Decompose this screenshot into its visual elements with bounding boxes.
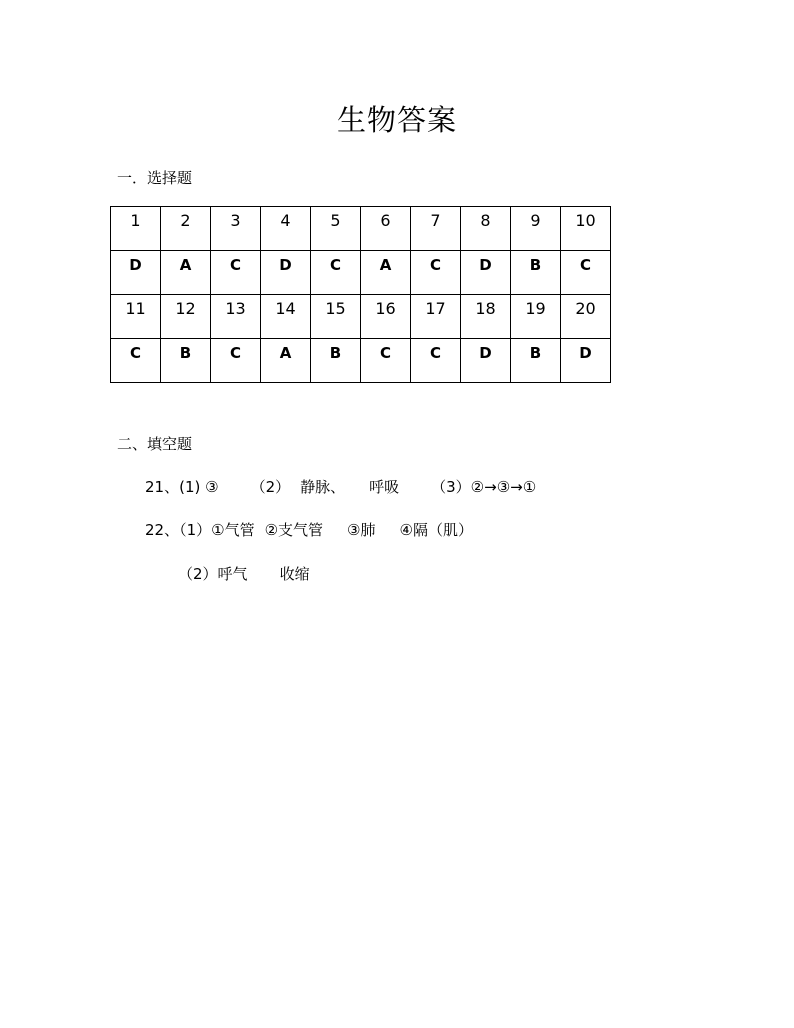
question-number-cell: 5 [311,207,361,251]
question-number-cell: 12 [161,295,211,339]
answer-cell: C [411,251,461,295]
answer-item-4: ④隔（肌） [399,521,473,539]
question-number-cell: 19 [511,295,561,339]
answer-cell: C [361,339,411,383]
answer-cell: A [161,251,211,295]
question-number: 21、 [145,478,180,496]
question-number-cell: 18 [461,295,511,339]
question-number-cell: 4 [261,207,311,251]
table-row-numbers-11-20 [111,295,611,339]
answer-part-2a: 呼气 [217,565,248,583]
question-number-cell: 15 [311,295,361,339]
question-number-cell: 7 [411,207,461,251]
question-number-cell: 3 [211,207,261,251]
question-number-cell: 8 [461,207,511,251]
answer-cell: B [311,339,361,383]
answer-cell: D [561,339,611,383]
question-number-cell: 2 [161,207,211,251]
question-number-cell: 17 [411,295,461,339]
answer-item-1: ①气管 [211,521,255,539]
answer-cell: B [511,251,561,295]
question-number-cell: 13 [211,295,261,339]
question-number-cell: 11 [111,295,161,339]
question-number-cell: 20 [561,295,611,339]
answer-part-1-label: （1） [179,521,212,539]
answer-cell: C [211,251,261,295]
answer-cell: B [511,339,561,383]
question-number-cell: 10 [561,207,611,251]
question-number-cell: 6 [361,207,411,251]
answer-cell: C [311,251,361,295]
answer-table [110,206,611,383]
answer-cell: A [361,251,411,295]
page-title: 生物答案 [336,103,457,137]
answer-cell: C [111,339,161,383]
answer-line-q21 [145,477,536,497]
answer-part-1: (1) ③ [179,478,219,496]
answer-cell: D [461,339,511,383]
answer-line-q22-part1 [145,520,473,540]
answer-cell: D [111,251,161,295]
answer-part-2b: 收缩 [279,565,310,583]
table-row-answers-1-10 [111,251,611,295]
question-number-cell: 9 [511,207,561,251]
answer-cell: C [411,339,461,383]
table-row-answers-11-20 [111,339,611,383]
answer-part-2a: 静脉、 [300,478,346,496]
answer-part-3: （3）②→③→① [431,478,537,496]
answer-cell: A [261,339,311,383]
answer-line-q22-part2 [178,564,310,584]
question-number-cell: 16 [361,295,411,339]
answer-part-2-label: （2） [250,478,291,496]
question-number-cell: 14 [261,295,311,339]
section-heading-fill-in-blank: 二、填空题 [117,435,193,453]
question-number: 22、 [145,521,180,539]
answer-item-3: ③肺 [347,521,376,539]
answer-cell: C [211,339,261,383]
section-heading-multiple-choice: 一．选择题 [117,169,193,187]
answer-cell: B [161,339,211,383]
answer-cell: D [261,251,311,295]
answer-part-2-label: （2） [178,565,218,583]
table-row-numbers-1-10 [111,207,611,251]
answer-cell: D [461,251,511,295]
answer-part-2b: 呼吸 [369,478,400,496]
answer-cell: C [561,251,611,295]
answer-item-2: ②支气管 [264,521,324,539]
question-number-cell: 1 [111,207,161,251]
